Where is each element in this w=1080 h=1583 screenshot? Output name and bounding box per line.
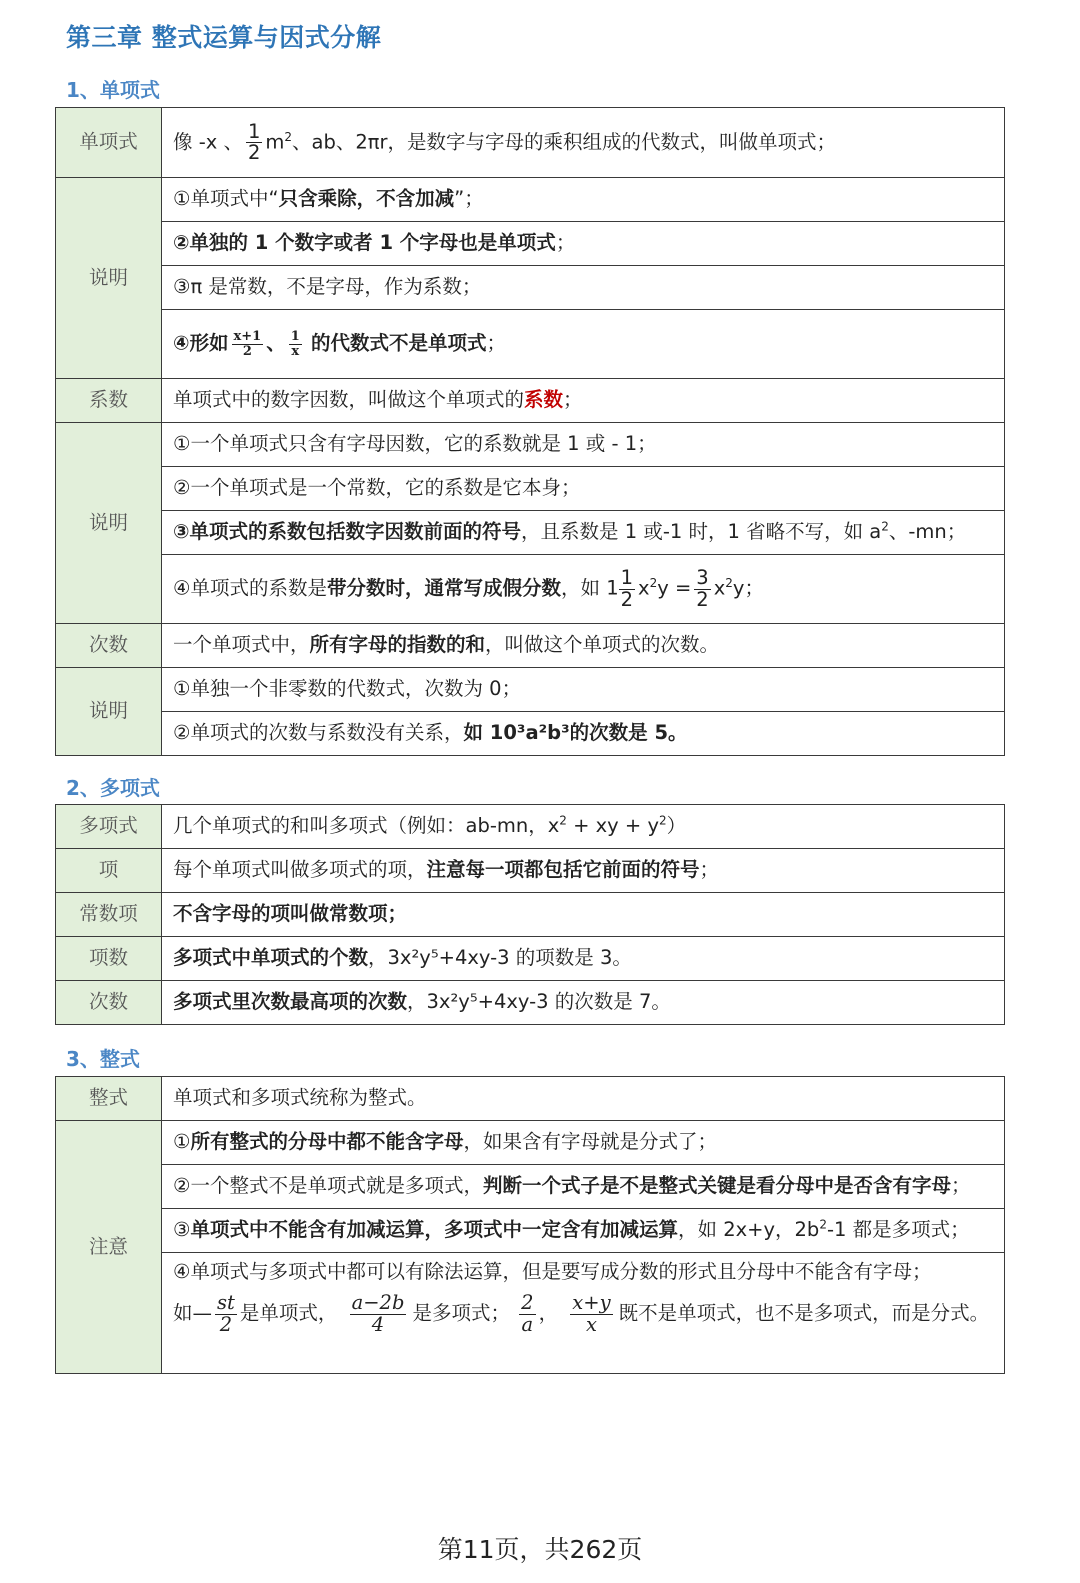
row-label: 系数 <box>56 379 162 423</box>
note-item: ①一个单项式只含有字母因数，它的系数就是 1 或 - 1； <box>162 423 1005 467</box>
polynomial-degree-definition: 多项式里次数最高项的次数，3x²y⁵+4xy-3 的次数是 7。 <box>162 981 1005 1025</box>
chapter-title: 第三章 整式运算与因式分解 <box>66 23 382 52</box>
section-heading-integral-expression: 3、整式 <box>66 1047 140 1071</box>
row-label: 项 <box>56 849 162 893</box>
note-item: ①所有整式的分母中都不能含字母，如果含有字母就是分式了； <box>162 1121 1005 1165</box>
row-label: 常数项 <box>56 893 162 937</box>
row-label: 次数 <box>56 624 162 668</box>
note-line: 如— $\frac{st}{2}$ 是单项式， $\frac{a-2b}{4}$ 是多项式； $\frac{2}{a}$ ， $\frac{x+y}{x}$ 既不是单项式，也不是多项式，而是分式。 <box>173 1291 990 1336</box>
note-line: ④单项式与多项式中都可以有除法运算，但是要写成分数的形式且分母中不能含有字母； <box>173 1260 932 1283</box>
note-item: ③单项式的系数包括数字因数前面的符号，且系数是 1 或-1 时，1 省略不写，如 $a^2$、-mn； <box>162 511 1005 555</box>
note-item: ①单独一个非零数的代数式，次数为 0； <box>162 668 1005 712</box>
note-item <box>162 1253 1005 1374</box>
note-item: ③π 是常数，不是字母，作为系数； <box>162 266 1005 310</box>
row-label: 多项式 <box>56 805 162 849</box>
polynomial-table <box>55 804 1005 1025</box>
section-heading-monomial: 1、单项式 <box>66 78 160 102</box>
note-item: ②单项式的次数与系数没有关系，如 10³a²b³的次数是 5。 <box>162 712 1005 756</box>
row-label: 说明 <box>56 178 162 379</box>
row-label: 说明 <box>56 423 162 624</box>
term-definition: 每个单项式叫做多项式的项，注意每一项都包括它前面的符号； <box>162 849 1005 893</box>
monomial-table <box>55 107 1005 756</box>
monomial-definition: 像 -x 、 $\frac{1}{2}$ $m^2$、ab、2πr，是数字与字母的乘积组成的代数式，叫做单项式； <box>162 108 1005 178</box>
note-item: ②一个整式不是单项式就是多项式，判断一个式子是不是整式关键是看分母中是否含有字母； <box>162 1165 1005 1209</box>
note-item: ④单项式的系数是带分数时，通常写成假分数，如 1 $\frac{1}{2}$ $x^2y$ = $\frac{3}{2}$ $x^2y$； <box>162 555 1005 624</box>
row-label: 整式 <box>56 1077 162 1121</box>
coefficient-definition: 单项式中的数字因数，叫做这个单项式的系数； <box>162 379 1005 423</box>
integral-expression-table <box>55 1076 1005 1374</box>
constant-term-definition: 不含字母的项叫做常数项； <box>162 893 1005 937</box>
row-label: 说明 <box>56 668 162 756</box>
row-label: 单项式 <box>56 108 162 178</box>
note-item: ②单独的 1 个数字或者 1 个字母也是单项式； <box>162 222 1005 266</box>
row-label: 注意 <box>56 1121 162 1374</box>
degree-definition: 一个单项式中，所有字母的指数的和，叫做这个单项式的次数。 <box>162 624 1005 668</box>
page-number: 第11页，共262页 <box>437 1535 643 1564</box>
note-item: ①单项式中“只含乘除，不含加减”； <box>162 178 1005 222</box>
section-heading-polynomial: 2、多项式 <box>66 776 160 800</box>
note-item: ④形如 $\frac{x+1}{2}$ 、 $\frac{1}{x}$ 的代数式不是单项式； <box>162 310 1005 379</box>
row-label: 次数 <box>56 981 162 1025</box>
row-label: 项数 <box>56 937 162 981</box>
integral-expression-definition: 单项式和多项式统称为整式。 <box>162 1077 1005 1121</box>
note-item: ②一个单项式是一个常数，它的系数是它本身； <box>162 467 1005 511</box>
note-item: ③单项式中不能含有加减运算，多项式中一定含有加减运算，如 2x+y，$2b^2-1$ 都是多项式； <box>162 1209 1005 1253</box>
term-count-definition: 多项式中单项式的个数，3x²y⁵+4xy-3 的项数是 3。 <box>162 937 1005 981</box>
polynomial-definition: 几个单项式的和叫多项式（例如：ab-mn，$x^2$ + xy + $y^2$） <box>162 805 1005 849</box>
